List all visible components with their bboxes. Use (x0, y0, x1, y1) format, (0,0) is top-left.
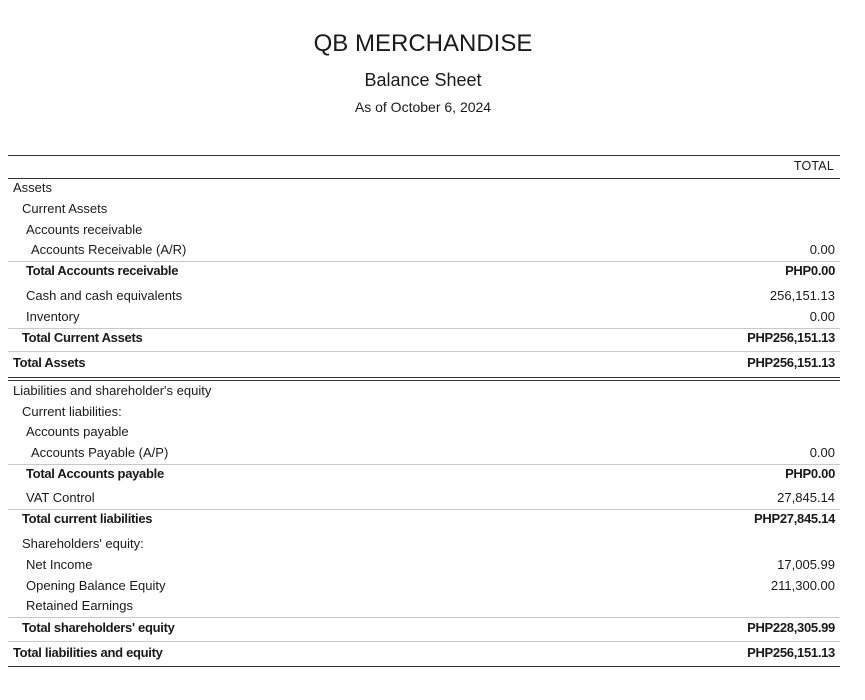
section-row-liabilities-equity (0, 383, 865, 403)
section-double-rule-bottom (8, 380, 840, 381)
row-label: Total Assets (13, 355, 86, 370)
row-label: Accounts receivable (26, 222, 143, 237)
row-label: Accounts payable (26, 424, 129, 439)
row-label: Opening Balance Equity (26, 578, 166, 593)
total-row-accounts-receivable (0, 263, 865, 283)
row-label: Liabilities and shareholder's equity (13, 383, 212, 398)
row-label: Total Accounts payable (26, 466, 164, 481)
row-amount[interactable]: 17,005.99 (777, 557, 835, 572)
row-amount: PHP0.00 (785, 466, 835, 481)
total-row-liabilities-equity (0, 645, 865, 665)
report-title: Balance Sheet (364, 70, 482, 90)
row-amount: PHP228,305.99 (747, 620, 835, 635)
row-divider (8, 328, 840, 329)
total-row-current-liabilities (0, 511, 865, 531)
group-row-current-assets (0, 201, 865, 221)
account-row-inventory[interactable] (0, 309, 865, 329)
account-row-net-income[interactable] (0, 557, 865, 577)
group-row-accounts-receivable (0, 222, 865, 242)
row-label: Shareholders' equity: (22, 536, 144, 551)
row-divider (8, 617, 840, 618)
row-label: Retained Earnings (26, 598, 133, 613)
row-label: Total Accounts receivable (26, 263, 179, 278)
account-row-ar[interactable] (0, 242, 865, 262)
total-row-shareholders-equity (0, 620, 865, 640)
row-label: Accounts Payable (A/P) (31, 445, 169, 460)
row-label: Total shareholders' equity (22, 620, 175, 635)
row-label: Current Assets (22, 201, 108, 216)
group-row-shareholders-equity (0, 536, 865, 556)
row-label: Total Current Assets (22, 330, 143, 345)
row-label: Assets (13, 180, 53, 195)
row-label: Inventory (26, 309, 80, 324)
header-bottom-rule (8, 178, 840, 179)
total-row-accounts-payable (0, 466, 865, 486)
row-amount: PHP256,151.13 (747, 330, 835, 345)
header-top-rule (8, 155, 840, 156)
group-row-accounts-payable (0, 424, 865, 444)
row-label: Cash and cash equivalents (26, 288, 183, 303)
row-label: VAT Control (26, 490, 95, 505)
section-row-assets (0, 180, 865, 200)
row-divider (8, 464, 840, 465)
total-row-current-assets (0, 330, 865, 350)
row-amount[interactable]: 27,845.14 (777, 490, 835, 505)
section-double-rule-top (8, 377, 840, 378)
row-divider (8, 261, 840, 262)
account-row-vat-control[interactable] (0, 490, 865, 510)
row-amount: PHP256,151.13 (747, 355, 835, 370)
report-bottom-rule (8, 666, 840, 667)
row-amount: PHP256,151.13 (747, 645, 835, 660)
row-amount[interactable]: 211,300.00 (770, 578, 835, 593)
company-name: QB MERCHANDISE (313, 30, 533, 57)
row-label: Accounts Receivable (A/R) (31, 242, 187, 257)
row-label: Current liabilities: (22, 404, 122, 419)
row-amount: PHP0.00 (785, 263, 835, 278)
account-row-ap[interactable] (0, 445, 865, 465)
report-date: As of October 6, 2024 (354, 99, 492, 115)
row-label: Net Income (26, 557, 93, 572)
row-amount[interactable]: 0.00 (809, 242, 835, 257)
row-label: Total current liabilities (22, 511, 153, 526)
row-amount[interactable]: 0.00 (809, 445, 835, 460)
row-divider (8, 509, 840, 510)
column-header-total: TOTAL (793, 159, 834, 173)
group-row-current-liabilities (0, 404, 865, 424)
row-divider (8, 641, 840, 642)
account-row-retained-earnings[interactable] (0, 598, 865, 618)
total-row-assets (0, 355, 865, 375)
row-amount: PHP27,845.14 (754, 511, 835, 526)
row-amount[interactable]: 256,151.13 (769, 288, 835, 303)
row-amount[interactable]: 0.00 (809, 309, 835, 324)
row-divider (8, 351, 840, 352)
row-label: Total liabilities and equity (13, 645, 163, 660)
account-row-opening-balance-equity[interactable] (0, 578, 865, 598)
account-row-cash[interactable] (0, 288, 865, 308)
